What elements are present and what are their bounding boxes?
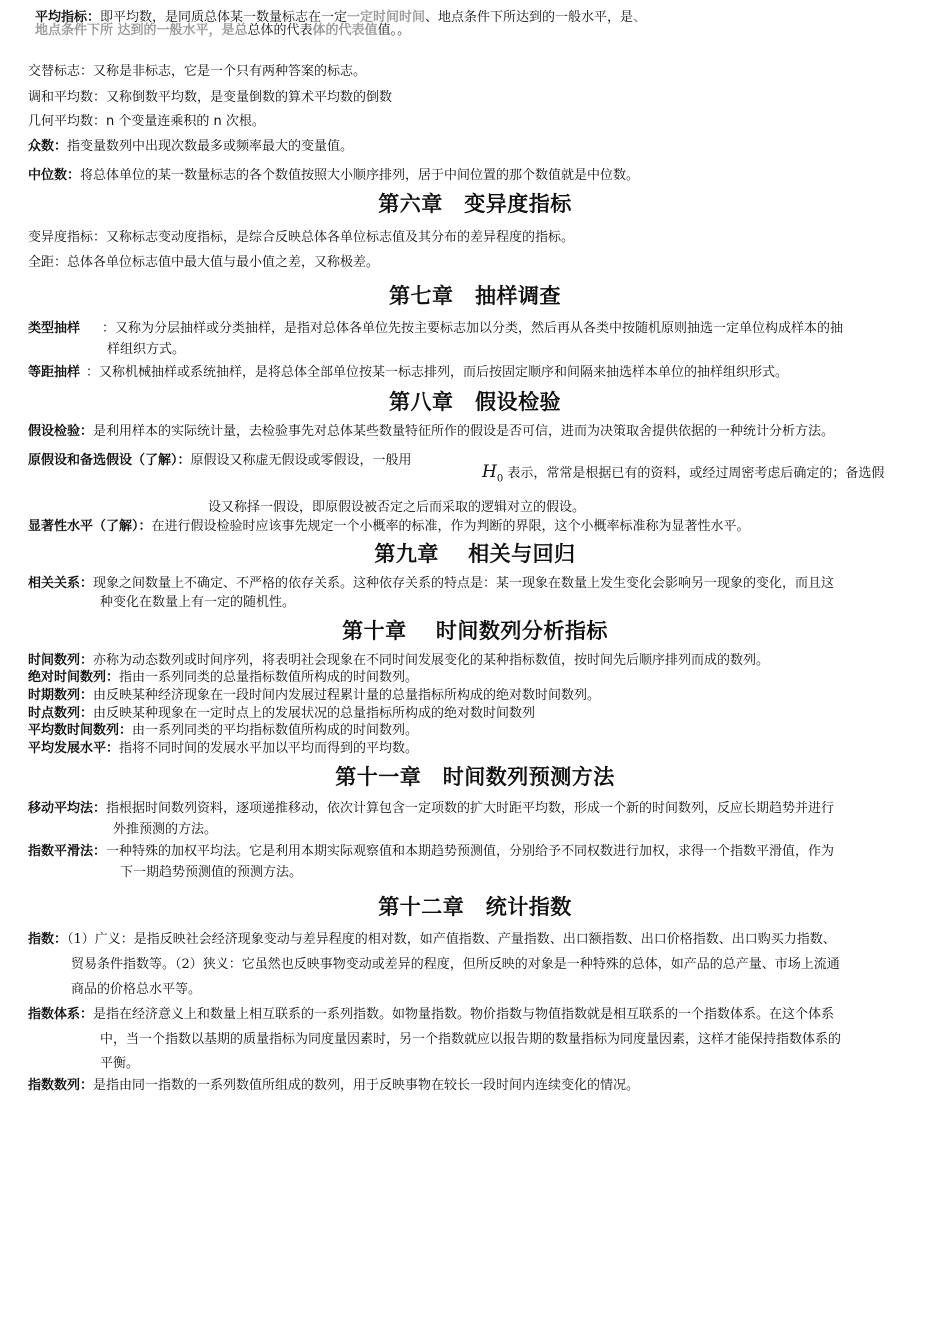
term: 假设检验： <box>28 424 94 439</box>
term: 平均数时间数列： <box>28 723 133 738</box>
definition: 由反映某种经济现象在一段时间内发展过程累计量的总量指标所构成的绝对数时间数列。 <box>93 688 601 703</box>
term: 众数： <box>28 139 68 154</box>
definition: 原假设又称虚无假设或零假设，一般用 <box>190 453 412 468</box>
term: 时期数列： <box>28 688 94 703</box>
chapter-6-heading: 第六章 变异度指标 <box>378 192 572 216</box>
term: 几何平均数： <box>28 114 107 129</box>
definition: （1）广义：是指反映社会经济现象变动与差异程度的相对数，如产值指数、产量指数、出口额指数、出口价格指数、出口购买力指数、 <box>67 932 836 947</box>
term-entry <box>28 1006 834 1024</box>
term-entry-continued: 平衡。 <box>100 1056 140 1071</box>
definition: 亦称为动态数列或时间序列，将表明社会现象在不同时间发展变化的某种指标数值，按时间先后顺序排列而成的数列。 <box>93 653 770 668</box>
definition: 是利用样本的实际统计量，去检验事先对总体某些数量特征所作的假设是否可信，进而为决策取舍提供依据的一种统计分析方法。 <box>93 424 835 439</box>
definition: n 个变量连乘积的 n 次根。 <box>106 114 265 129</box>
term-entry-continued: 贸易条件指数等。（2）狭义：它虽然也反映事物变动或差异的程度，但所反映的对象是一种特殊的总体，如产品的总产量、市场上流通 <box>71 957 840 972</box>
term: 原假设和备选假设（了解）： <box>28 453 191 468</box>
term-entry-continued: 商品的价格总水平等。 <box>71 982 202 997</box>
term-entry <box>28 63 366 81</box>
ghost-text: 一定时间时间 <box>347 10 426 25</box>
term: 平均发展水平： <box>28 741 120 756</box>
term-entry <box>28 800 834 818</box>
ghost-text: 、 <box>633 10 647 25</box>
definition: 现象之间数量上不确定、不严格的依存关系。这种依存关系的特点是：某一现象在数量上发生变化会影响另一现象的变化，而且这 <box>93 576 835 591</box>
definition: ：又称为分层抽样或分类抽样，是指对总体各单位先按主要标志加以分类，然后再从各类中按随机原则抽选一定单位构成样本的抽 <box>102 321 844 336</box>
definition: 又称倒数平均数，是变量倒数的算术平均数的倒数 <box>106 90 393 105</box>
term-entry-continued <box>482 463 884 488</box>
term: 中位数： <box>28 168 81 183</box>
term-entry <box>28 364 788 382</box>
term-entry <box>28 575 834 593</box>
term-entry <box>28 167 639 185</box>
definition: 是指由同一指数的一系列数值所组成的数列，用于反映事物在较长一段时间内连续变化的情况。 <box>93 1078 640 1093</box>
term-entry <box>28 687 600 705</box>
term-entry-continued: 设又称择一假设，即原假设被否定之后而采取的逻辑对立的假设。 <box>208 500 586 515</box>
term: 时间数列： <box>28 653 94 668</box>
chapter-10-heading: 第十章 时间数列分析指标 <box>342 619 608 643</box>
definition: 由反映某种现象在一定时点上的发展状况的总量指标所构成的绝对数时间数列 <box>93 706 536 721</box>
chapter-7-heading: 第七章 抽样调查 <box>389 284 561 308</box>
term-entry-continued: 样组织方式。 <box>107 342 186 357</box>
term-entry <box>28 722 418 740</box>
chapter-9-heading: 第九章 相关与回归 <box>374 542 576 566</box>
ghost-text: 地点条件下所 达到的一般水平，是总 <box>35 23 248 38</box>
term-entry <box>28 652 769 670</box>
term: 交替标志： <box>28 64 94 79</box>
definition: 是指在经济意义上和数量上相互联系的一系列指数。如物量指数。物价指数与物值指数就是相互联系的一个指数体系。在这个体系 <box>93 1007 835 1022</box>
term-entry-continued: 中，当一个指数以基期的质量指标为同度量因素时，另一个指数就应以报告期的数量指标为同度量因素，这样才能保持指数体系的 <box>100 1032 842 1047</box>
term-entry <box>28 705 535 723</box>
definition: 总体各单位标志值中最大值与最小值之差，又称极差。 <box>67 255 380 270</box>
term-entry <box>28 138 353 156</box>
definition: 在进行假设检验时应该事先规定一个小概率的标准，作为判断的界限，这个小概率标准称为显著性水平。 <box>151 519 750 534</box>
term-entry <box>28 229 574 247</box>
term-entry <box>28 740 418 758</box>
term: 调和平均数： <box>28 90 107 105</box>
term-entry <box>28 843 834 861</box>
term-entry <box>28 113 265 131</box>
definition: 、地点条件下所达到的一般水平，是 <box>425 10 634 25</box>
term: 变异度指标： <box>28 230 107 245</box>
term-entry <box>28 452 412 470</box>
term-entry-continued: 外推预测的方法。 <box>113 822 218 837</box>
term: 绝对时间数列： <box>28 670 120 685</box>
h0-symbol: $H_0$ <box>482 462 504 485</box>
term: 指数数列： <box>28 1078 94 1093</box>
term-entry <box>28 320 843 338</box>
term-entry-continued: 种变化在数量上有一定的随机性。 <box>100 595 296 610</box>
average-indicator-line-2 <box>35 22 410 40</box>
ghost-text: 体的代表值 <box>312 23 378 38</box>
chapter-12-heading: 第十二章 统计指数 <box>378 895 572 919</box>
term: 等距抽样 <box>28 365 81 380</box>
term: 平均指标： <box>35 10 101 25</box>
definition: 又称标志变动度指标，是综合反映总体各单位标志值及其分布的差异程度的指标。 <box>106 230 575 245</box>
definition: 又称是非标志，它是一个只有两种答案的标志。 <box>93 64 367 79</box>
definition: 将总体单位的某一数量标志的各个数值按照大小顺序排列，居于中间位置的那个数值就是中位数。 <box>80 168 640 183</box>
term-entry-continued: 下一期趋势预测值的预测方法。 <box>120 865 303 880</box>
term: 全距： <box>28 255 68 270</box>
term-entry <box>28 423 834 441</box>
term: 相关关系： <box>28 576 94 591</box>
definition: 一种特殊的加权平均法。它是利用本期实际观察值和本期趋势预测值，分别给予不同权数进行加权，求得一个指数平滑值，作为 <box>106 844 835 859</box>
term-entry <box>28 254 379 272</box>
definition: ：又称机械抽样或系统抽样，是将总体全部单位按某一标志排列，而后按固定顺序和间隔来抽选样本单位的抽样组织形式。 <box>86 365 789 380</box>
definition: 表示，常常是根据已有的资料，或经过周密考虑后确定的；备选假 <box>507 466 885 481</box>
definition: 总体的代表 <box>247 23 313 38</box>
term-entry <box>28 1077 639 1095</box>
term-entry <box>28 89 392 107</box>
definition: 指变量数列中出现次数最多或频率最大的变量值。 <box>67 139 354 154</box>
term: 指数： <box>28 932 68 947</box>
term: 指数体系： <box>28 1007 94 1022</box>
term: 时点数列： <box>28 706 94 721</box>
chapter-8-heading: 第八章 假设检验 <box>389 390 561 414</box>
definition: 由一系列同类的平均指标数值所构成的时间数列。 <box>132 723 419 738</box>
definition: 即平均数，是同质总体某一数量标志在一定 <box>100 10 348 25</box>
term: 类型抽样 <box>28 321 81 336</box>
term: 显著性水平（了解）： <box>28 519 152 534</box>
chapter-11-heading: 第十一章 时间数列预测方法 <box>335 765 615 789</box>
term-entry <box>28 518 750 536</box>
definition: 指将不同时间的发展水平加以平均而得到的平均数。 <box>119 741 419 756</box>
term: 移动平均法： <box>28 801 107 816</box>
term-entry <box>28 669 418 687</box>
term-entry <box>28 931 836 949</box>
definition: 指由一系列同类的总量指标数值所构成的时间数列。 <box>119 670 419 685</box>
definition: 指根据时间数列资料，逐项递推移动，依次计算包含一定项数的扩大时距平均数，形成一个新的时间数列，反应长期趋势并进行 <box>106 801 835 816</box>
definition: 值。。 <box>377 23 411 38</box>
term: 指数平滑法： <box>28 844 107 859</box>
